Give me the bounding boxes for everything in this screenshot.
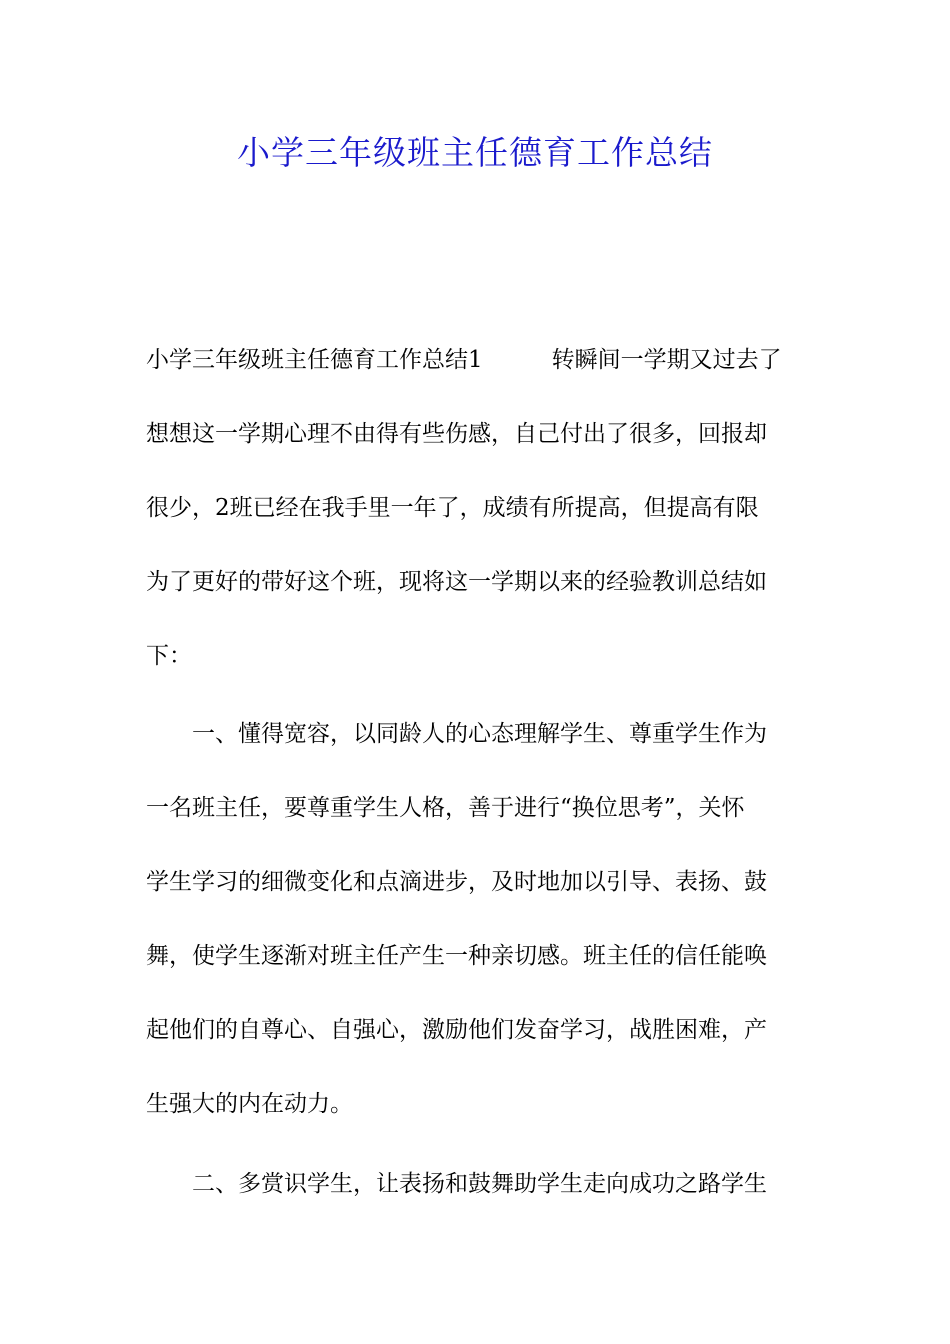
body-line-7: 一名班主任，要尊重学生人格，善于进行“换位思考”，关怀	[146, 795, 745, 821]
body-line-5: 下：	[146, 643, 192, 669]
body-line-3: 很少，2班已经在我手里一年了，成绩有所提高，但提高有限	[146, 495, 759, 521]
body-line-2: 想想这一学期心理不由得有些伤感，自己付出了很多，回报却	[146, 421, 767, 447]
body-line-10: 起他们的自尊心、自强心，激励他们发奋学习，战胜困难，产	[146, 1017, 767, 1043]
document-body	[146, 337, 806, 1235]
body-line-6: 一、懂得宽容，以同龄人的心态理解学生、尊重学生作为	[192, 721, 767, 747]
body-line-11: 生强大的内在动力。	[146, 1091, 353, 1117]
body-line-1: 小学三年级班主任德育工作总结1 转瞬间一学期又过去了	[146, 347, 782, 373]
body-line-12: 二、多赏识学生，让表扬和鼓舞助学生走向成功之路学生	[192, 1171, 767, 1197]
body-line-4: 为了更好的带好这个班，现将这一学期以来的经验教训总结如	[146, 569, 767, 595]
document-title: 小学三年级班主任德育工作总结	[237, 133, 713, 172]
body-line-9: 舞，使学生逐渐对班主任产生一种亲切感。班主任的信任能唤	[146, 943, 767, 969]
body-line-8: 学生学习的细微变化和点滴进步，及时地加以引导、表扬、鼓	[146, 869, 767, 895]
